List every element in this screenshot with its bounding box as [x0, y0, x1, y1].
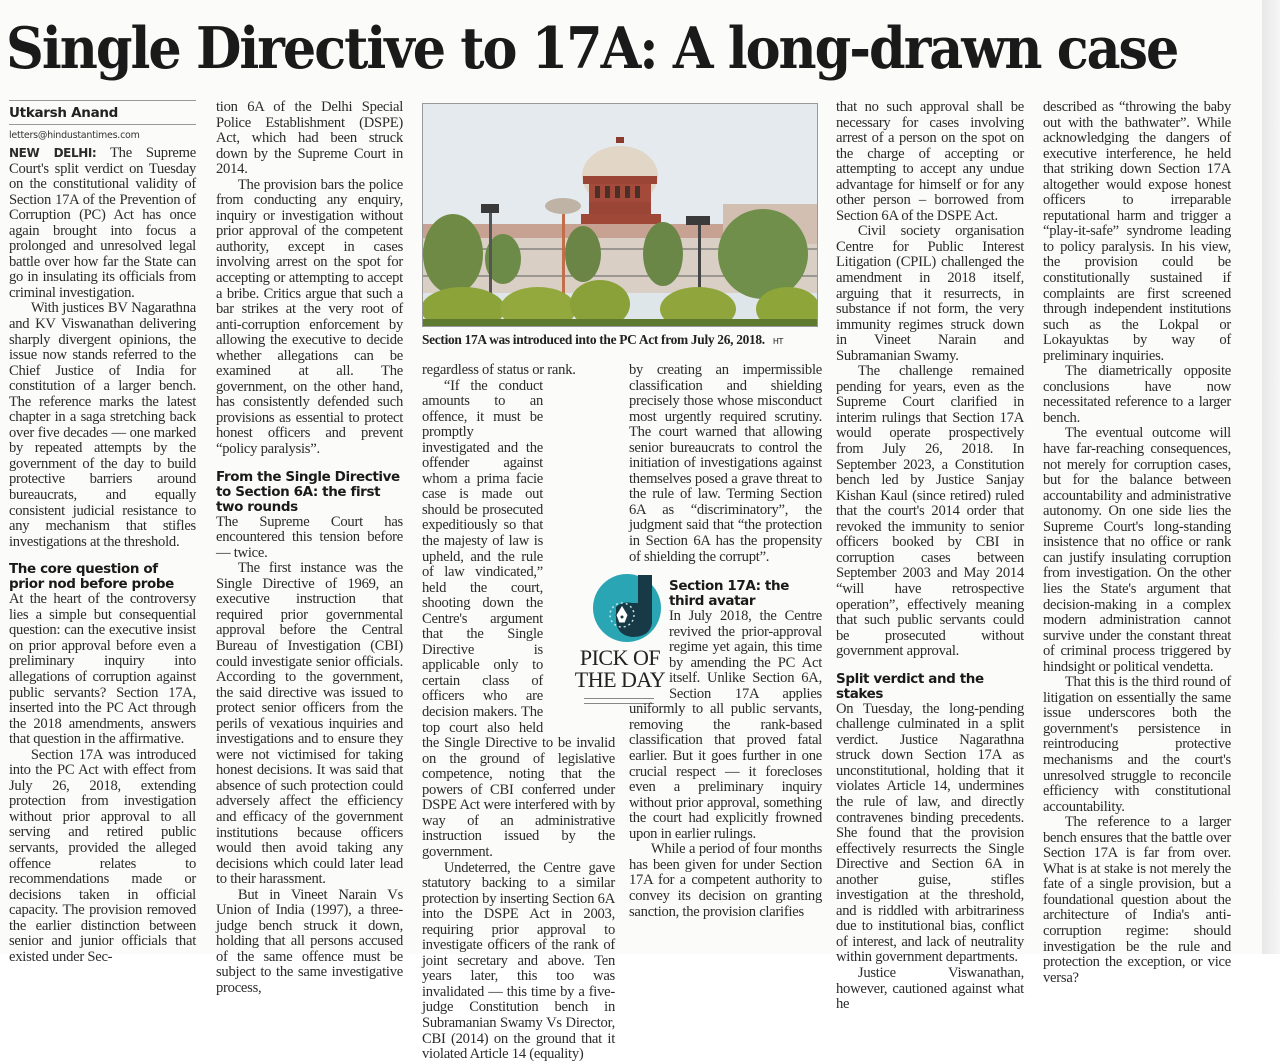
spacer [629, 579, 669, 695]
paragraph: by creating an impermissible classification and shielding precisely those whose misconduct most urgently required scrutiny. The court warned that allowing senior bureaucrats to control the initiation of investigations against themselves posed a grave threat to the rule of law. Terming Section 6A as “discriminatory”, the judgment said that “the protection in Section 6A has the propensity of shielding the corrupt”. [629, 362, 822, 565]
paragraph: The Supreme Court has encountered this tension before — twice. [216, 513, 403, 561]
paragraph: The reference to a larger bench ensures that the battle over Section 17A is far from over. What is at stake is not merely the fate of a single provision, but a foundational question about the architecture of India's anti-corruption regime: should investigation be the rule and protection the exception, or vice versa? [1043, 814, 1231, 986]
subheading: The core question of prior nod before probe [9, 561, 174, 593]
divider [9, 124, 196, 125]
supreme-court-photo [422, 103, 818, 327]
column-6 [1043, 100, 1231, 986]
paragraph: Justice Viswanathan, however, cautioned against what he [836, 964, 1024, 1013]
paragraph: tion 6A of the Delhi Special Police Establishment (DSPE) Act, which had been struck down by the Supreme Court in 2014. [216, 99, 403, 178]
photo-caption [422, 332, 818, 348]
column-5 [836, 100, 1024, 1013]
page-edge [1262, 0, 1280, 954]
paragraph: that no such approval shall be necessary for cases involving arrest of a person on the spot on the charge of accepting or attempting to accept any undue advantage for himself or for any other person – borrowed from Section 6A of the DSPE Act. [836, 99, 1024, 224]
paragraph: The first instance was the Single Directive of 1969, an executive instruction that required prior governmental approval before the Central Bureau of Investigation (CBI) could investigate senior officials. According to the government, the said directive was issued to protect senior officers from the perils of vexatious inquiries and investigations and to ensure they were not victimised for taking honest decisions. It was said that absence of such protection could adversely affect the efficiency and efficacy of the government institutions because officers would then avoid taking any decisions which could later lead to their harassment. [216, 560, 403, 888]
paragraph: “If the conduct amounts to an offence, it must be promptly investigated and the offender against whom a prima facie case is made out should be prosecuted expeditiously so that the majesty of law is upheld, and the rule of law vindicated,” held the court, shooting down the Centre's argument that the Single Directive is applicable only to certain class of officers who are decision makers. The top court also held the Single Directive to be invalid on the ground of legislative competence, noting that the powers of CBI conferred under DSPE Act were interfered with by way of an administrative instruction issued by the government. [422, 377, 615, 860]
paragraph: regardless of status or rank. [422, 362, 576, 378]
paragraph: On Tuesday, the long-pending challenge culminated in a split verdict. Justice Nagarathna struck down Section 17A as unconstitutional, holding that it violates Article 14, undermines the rule of law, and directly contravenes binding precedents. She found that the provision effectively resurrects the Single Directive and Section 6A in another guise, stifles investigation at the threshold, and is riddled with arbitrariness due to institutional bias, conflict of interest, and lack of neutrality within government departments. [836, 700, 1024, 966]
photo-credit: HT [772, 337, 784, 346]
paragraph-text: The Supreme Court's split verdict on Tuesday on the constitutional validity of Section 17A of the Prevention of Corruption (PC) Act has once again brought into focus a prolonged and unresolved legal battle over how far the State can go in insulating its officials from criminal investigation. [9, 145, 196, 301]
paragraph: The challenge remained pending for years, even as the Supreme Court clarified in interim rulings that Section 17A would operate prospectively from July 26, 2018. In September 2023, a Constitution bench led by Justice Sanjay Kishan Kaul (since retired) ruled that the court's 2014 order that revoked the immunity to senior officers booked by CBI in corruption cases between September 2003 and May 2014 “will have retrospective operation”, effectively meaning that such public servants could be prosecuted without government approval. [836, 363, 1024, 660]
paragraph: Undeterred, the Centre gave statutory backing to a similar protection by inserting Section 6A into the DSPE Act in 2003, requiring prior approval to investigate officers of the rank of joint secretary and above. Ten years later, this too was invalidated — this time by a five-judge Constitution bench in Subramanian Swamy Vs Director, CBI (2014) on the ground that it violated Article 14 (equality) [422, 859, 615, 1063]
author-email[interactable]: letters@hindustantimes.com [9, 130, 140, 141]
column-1 [9, 100, 196, 965]
paragraph: But in Vineet Narain Vs Union of India (1997), a three-judge bench struck it down, holding that all persons accused of the same offence must be subject to the same investigative process, [216, 886, 403, 996]
byline: Utkarsh Anand [9, 105, 119, 121]
photo-block [422, 103, 818, 359]
subheading: Split verdict and the stakes [836, 670, 984, 702]
supreme-court-illustration [423, 104, 817, 326]
headline: Single Directive to 17A: A long-drawn case [6, 15, 1178, 82]
column-2 [216, 100, 403, 997]
column-4 [629, 363, 822, 920]
paragraph: With justices BV Nagarathna and KV Viswanathan delivering sharply divergent opinions, the issue now stands referred to the Chief Justice of India for constitution of a larger bench. The reference marks the latest chapter in a saga stretching back over five decades — one marked by repeated attempts by the government of the day to build protective barriers around bureaucrats, and equally consistent judicial resistance to any mechanism that stifles investigations at the threshold. [9, 300, 196, 550]
paragraph: That this is the third round of litigation on essentially the same issue underscores both the government's persistence in reintroducing protective mechanisms and the court's unresolved struggle to reconcile efficiency with constitutional accountability. [1043, 674, 1231, 815]
pod-line-1: PICK OF [579, 645, 661, 670]
caption-text: Section 17A was introduced into the PC Act from July 26, 2018. [422, 332, 765, 347]
dateline: NEW DELHI: [9, 146, 97, 160]
paragraph [9, 146, 196, 301]
paragraph: The eventual outcome will have far-reaching consequences, not merely for corruption cases, but for the balance between accountability and administrative autonomy. On one side lies the Supreme Court's long-standing insistence that no office or rank can justify insulating corruption from investigation. On the other lies the State's argument that decision-making in a complex modern administration cannot survive under the constant threat of criminal process triggered by hindsight or political vendetta. [1043, 425, 1231, 675]
paragraph: In July 2018, the Centre revived the prior-approval regime yet again, this time by amending the PC Act itself. Unlike Section 6A, Section 17A applies uniformly to all public servants, removing the rank-based classification that proved fatal earlier. But it goes further in one crucial respect — it forecloses even a preliminary inquiry without prior approval, something the court had explicitly frowned upon in earlier rulings. [629, 608, 822, 842]
paragraph: The diametrically opposite conclusions have now necessitated reference to a larger bench. [1043, 363, 1231, 426]
pod-line-2: THE DAY [574, 667, 666, 692]
subheading: Section 17A: the third avatar [669, 578, 789, 610]
column-3 [422, 363, 615, 1063]
subheading: From the Single Directive to Section 6A: the first two rounds [216, 468, 400, 515]
paragraph: Section 17A was introduced into the PC Act with effect from July 26, 2018, extending protection from investigation without prior approval to all serving and retired public servants, provided the alleged offence relates to recommendations made or decisions taken in official capacity. The provision removed the earlier distinction between senior and junior officials that existed under Sec- [9, 746, 196, 965]
paragraph: While a period of four months has been given for under Section 17A for a competent authority to convey its decision on granting sanction, the provision clarifies [629, 841, 822, 920]
paragraph: The provision bars the police from conducting any enquiry, inquiry or investigation without prior approval of the competent authority, except in cases involving arrest on the spot for accepting or attempting to accept a bribe. Critics argue that such a bar strikes at the very root of anti-corruption enforcement by allowing the executive to decide whether allegations can be examined at all. The government, on the other hand, has consistently defended such provisions as essential to protect honest officers and prevent “policy paralysis”. [216, 176, 403, 458]
paragraph: At the heart of the controversy lies a simple but consequential question: can the executive insist on prior approval before even a preliminary inquiry into allegations of corruption against public servants? Section 17A, inserted into the PC Act through the 2018 amendments, answers that question in the affirmative. [9, 591, 196, 748]
paragraph: described as “throwing the baby out with the bathwater”. While acknowledging the dangers of executive interference, he held that striking down Section 17A altogether would expose honest officers to irreparable reputational harm and trigger a “play-it-safe” syndrome leading to policy paralysis. In his view, the provision could be constitutionally sustained if complaints are first screened through independent institutions such as the Lokpal or Lokayuktas by way of preliminary inquiries. [1043, 99, 1231, 364]
paragraph: Civil society organisation Centre for Public Interest Litigation (CPIL) challenged the amendment in 2018 itself, arguing that it resurrects, in substance if not form, the very immunity regimes struck down in Vineet Narain and Subramanian Swamy. [836, 223, 1024, 364]
